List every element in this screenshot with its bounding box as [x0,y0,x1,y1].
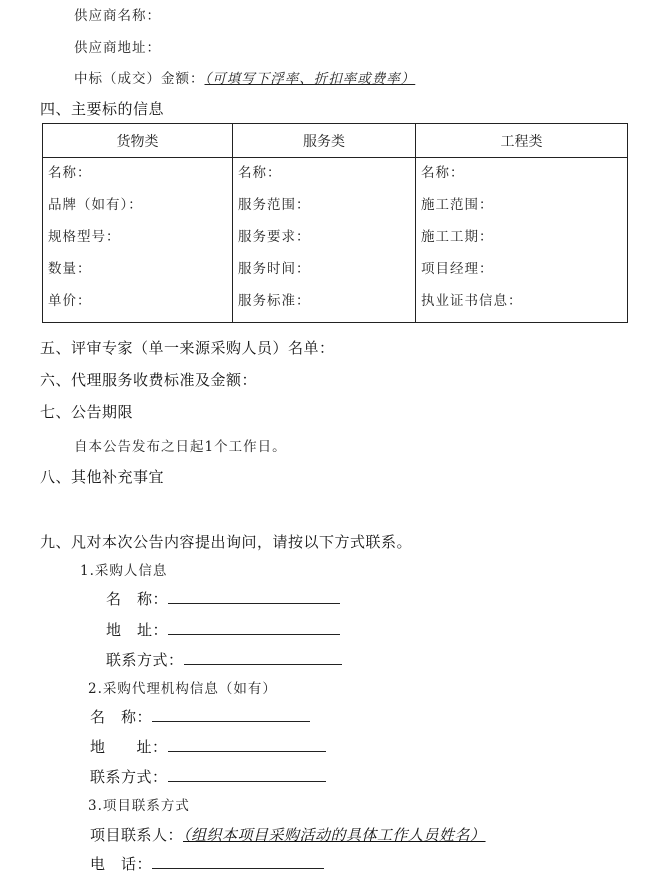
bid-amount-note: （可填写下浮率、折扣率或费率） [204,71,416,87]
supplier-address-label: 供应商地址： [74,40,161,56]
agency-address-row [90,736,326,757]
purchaser-contact-row [106,649,342,670]
section7-title: 七、公告期限 [40,403,134,421]
agency-name-row [90,706,310,727]
section6-title: 六、代理服务收费标准及金额： [40,371,258,389]
agency-address-blank[interactable] [168,737,326,752]
purchaser-contact-blank[interactable] [184,650,342,665]
bid-amount-row [74,67,415,87]
purchaser-contact-label: 联系方式： [106,651,184,669]
engineering-scope: 施工范围： [421,197,494,213]
column-header-goods: 货物类 [43,124,233,158]
target-info-table [42,123,628,323]
service-requirements: 服务要求： [238,229,311,245]
agency-contact-label: 联系方式： [90,768,168,786]
service-scope: 服务范围： [238,197,311,213]
project-contact-person-row [90,824,486,845]
engineering-manager: 项目经理： [421,261,494,277]
section5-title: 五、评审专家（单一来源采购人员）名单： [40,339,335,357]
goods-unit-price: 单价： [48,293,92,309]
purchaser-heading: 1.采购人信息 [80,563,168,579]
service-cell [233,158,416,323]
section4-title: 四、主要标的信息 [40,100,165,118]
agency-name-label: 名 称： [90,708,153,726]
purchaser-name-row [106,588,340,609]
service-standard: 服务标准： [238,293,311,309]
section8-title: 八、其他补充事宜 [40,468,165,486]
agency-address-label: 地 址： [90,738,168,756]
table-body-row [43,158,628,323]
purchaser-name-blank[interactable] [168,589,340,604]
purchaser-address-row [106,619,340,640]
goods-name: 名称： [48,165,92,181]
service-name: 名称： [238,165,282,181]
engineering-name: 名称： [421,165,465,181]
agency-name-blank[interactable] [152,707,310,722]
service-time: 服务时间： [238,261,311,277]
project-phone-blank[interactable] [152,854,324,869]
supplier-name-label: 供应商名称： [74,8,161,24]
table-header-row [43,124,628,158]
bid-amount-label: 中标（成交）金额： [74,71,205,87]
goods-model: 规格型号： [48,229,121,245]
engineering-cell [416,158,628,323]
project-phone-row [90,853,324,874]
engineering-period: 施工工期： [421,229,494,245]
column-header-service: 服务类 [233,124,416,158]
project-contact-person-note: （组织本项目采购活动的具体工作人员姓名） [183,826,486,844]
project-heading: 3.项目联系方式 [88,798,190,814]
goods-brand: 品牌（如有）： [48,197,143,213]
engineering-certificate: 执业证书信息： [421,293,523,309]
agency-contact-blank[interactable] [168,767,326,782]
project-phone-label: 电 话： [90,855,153,873]
column-header-engineering: 工程类 [416,124,628,158]
purchaser-address-label: 地 址： [106,621,169,639]
project-contact-person-label: 项目联系人： [90,826,184,844]
purchaser-address-blank[interactable] [168,620,340,635]
agency-contact-row [90,766,326,787]
purchaser-name-label: 名 称： [106,590,169,608]
goods-quantity: 数量： [48,261,92,277]
goods-cell [43,158,233,323]
agency-heading: 2.采购代理机构信息（如有） [88,681,277,697]
section9-title: 九、凡对本次公告内容提出询问，请按以下方式联系。 [40,533,413,551]
section7-body: 自本公告发布之日起1个工作日。 [74,439,287,455]
